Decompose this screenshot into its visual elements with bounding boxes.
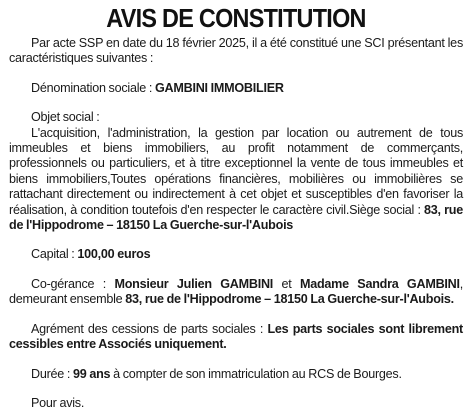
capital-paragraph [9,247,463,262]
agrement-paragraph [9,322,463,353]
denomination-value: GAMBINI IMMOBILIER [154,80,284,95]
denomination-label: Dénomination sociale : [31,80,155,95]
cogerance-connector: et [273,276,300,291]
notice-title: AVIS DE CONSTITUTION [106,3,366,33]
cogerance-paragraph [9,277,463,308]
cogerant-2: Madame Sandra GAMBINI [299,276,460,291]
agrement-value: Les parts sociales sont librement cessibles entre Associés uniquement. [9,321,463,352]
capital-value: 100,00 euros [77,247,151,262]
intro-paragraph: Par acte SSP en date du 18 février 2025, il a été constitué une SCI présentant les caractéristiques suivantes : [9,36,463,66]
duree-suffix: à compter de son immatriculation au RCS de Bourges. [110,366,402,381]
duree-value: 99 ans [73,366,111,381]
objet-label: Objet social : [31,110,100,125]
duree-paragraph [9,367,463,382]
capital-label: Capital : [31,247,78,262]
duree-label: Durée : [31,366,73,381]
cogerant-1: Monsieur Julien GAMBINI [114,276,274,291]
agrement-label: Agrément des cessions de parts sociales : [31,321,268,336]
objet-text: L'acquisition, l'administration, la gestion par location ou autrement de tous immeubles et biens immobiliers, au profit notamment de commerçants, professionnels ou particuliers, et à titre exceptionnel la vente de tous immeubles et biens immobiliers,Toutes opérations financières, mobilières ou immobilières se rattachant directement ou indirectement à cet objet et susceptibles d'en favoriser la réalisation, à condition toutefois d'en respecter le caractère civil.Siège social : [9,125,463,217]
cogerance-middle: , demeurant ensemble [9,276,464,307]
siege-address: 83, rue de l'Hippodrome – 18150 La Guerche-sur-l'Aubois [9,202,463,233]
cogerance-address: 83, rue de l'Hippodrome – 18150 La Guerche-sur-l'Aubois. [125,292,454,307]
cogerance-label: Co-gérance : [31,276,115,291]
denomination-paragraph [9,81,463,96]
objet-paragraph [9,126,463,234]
closing-line: Pour avis. [31,395,85,410]
